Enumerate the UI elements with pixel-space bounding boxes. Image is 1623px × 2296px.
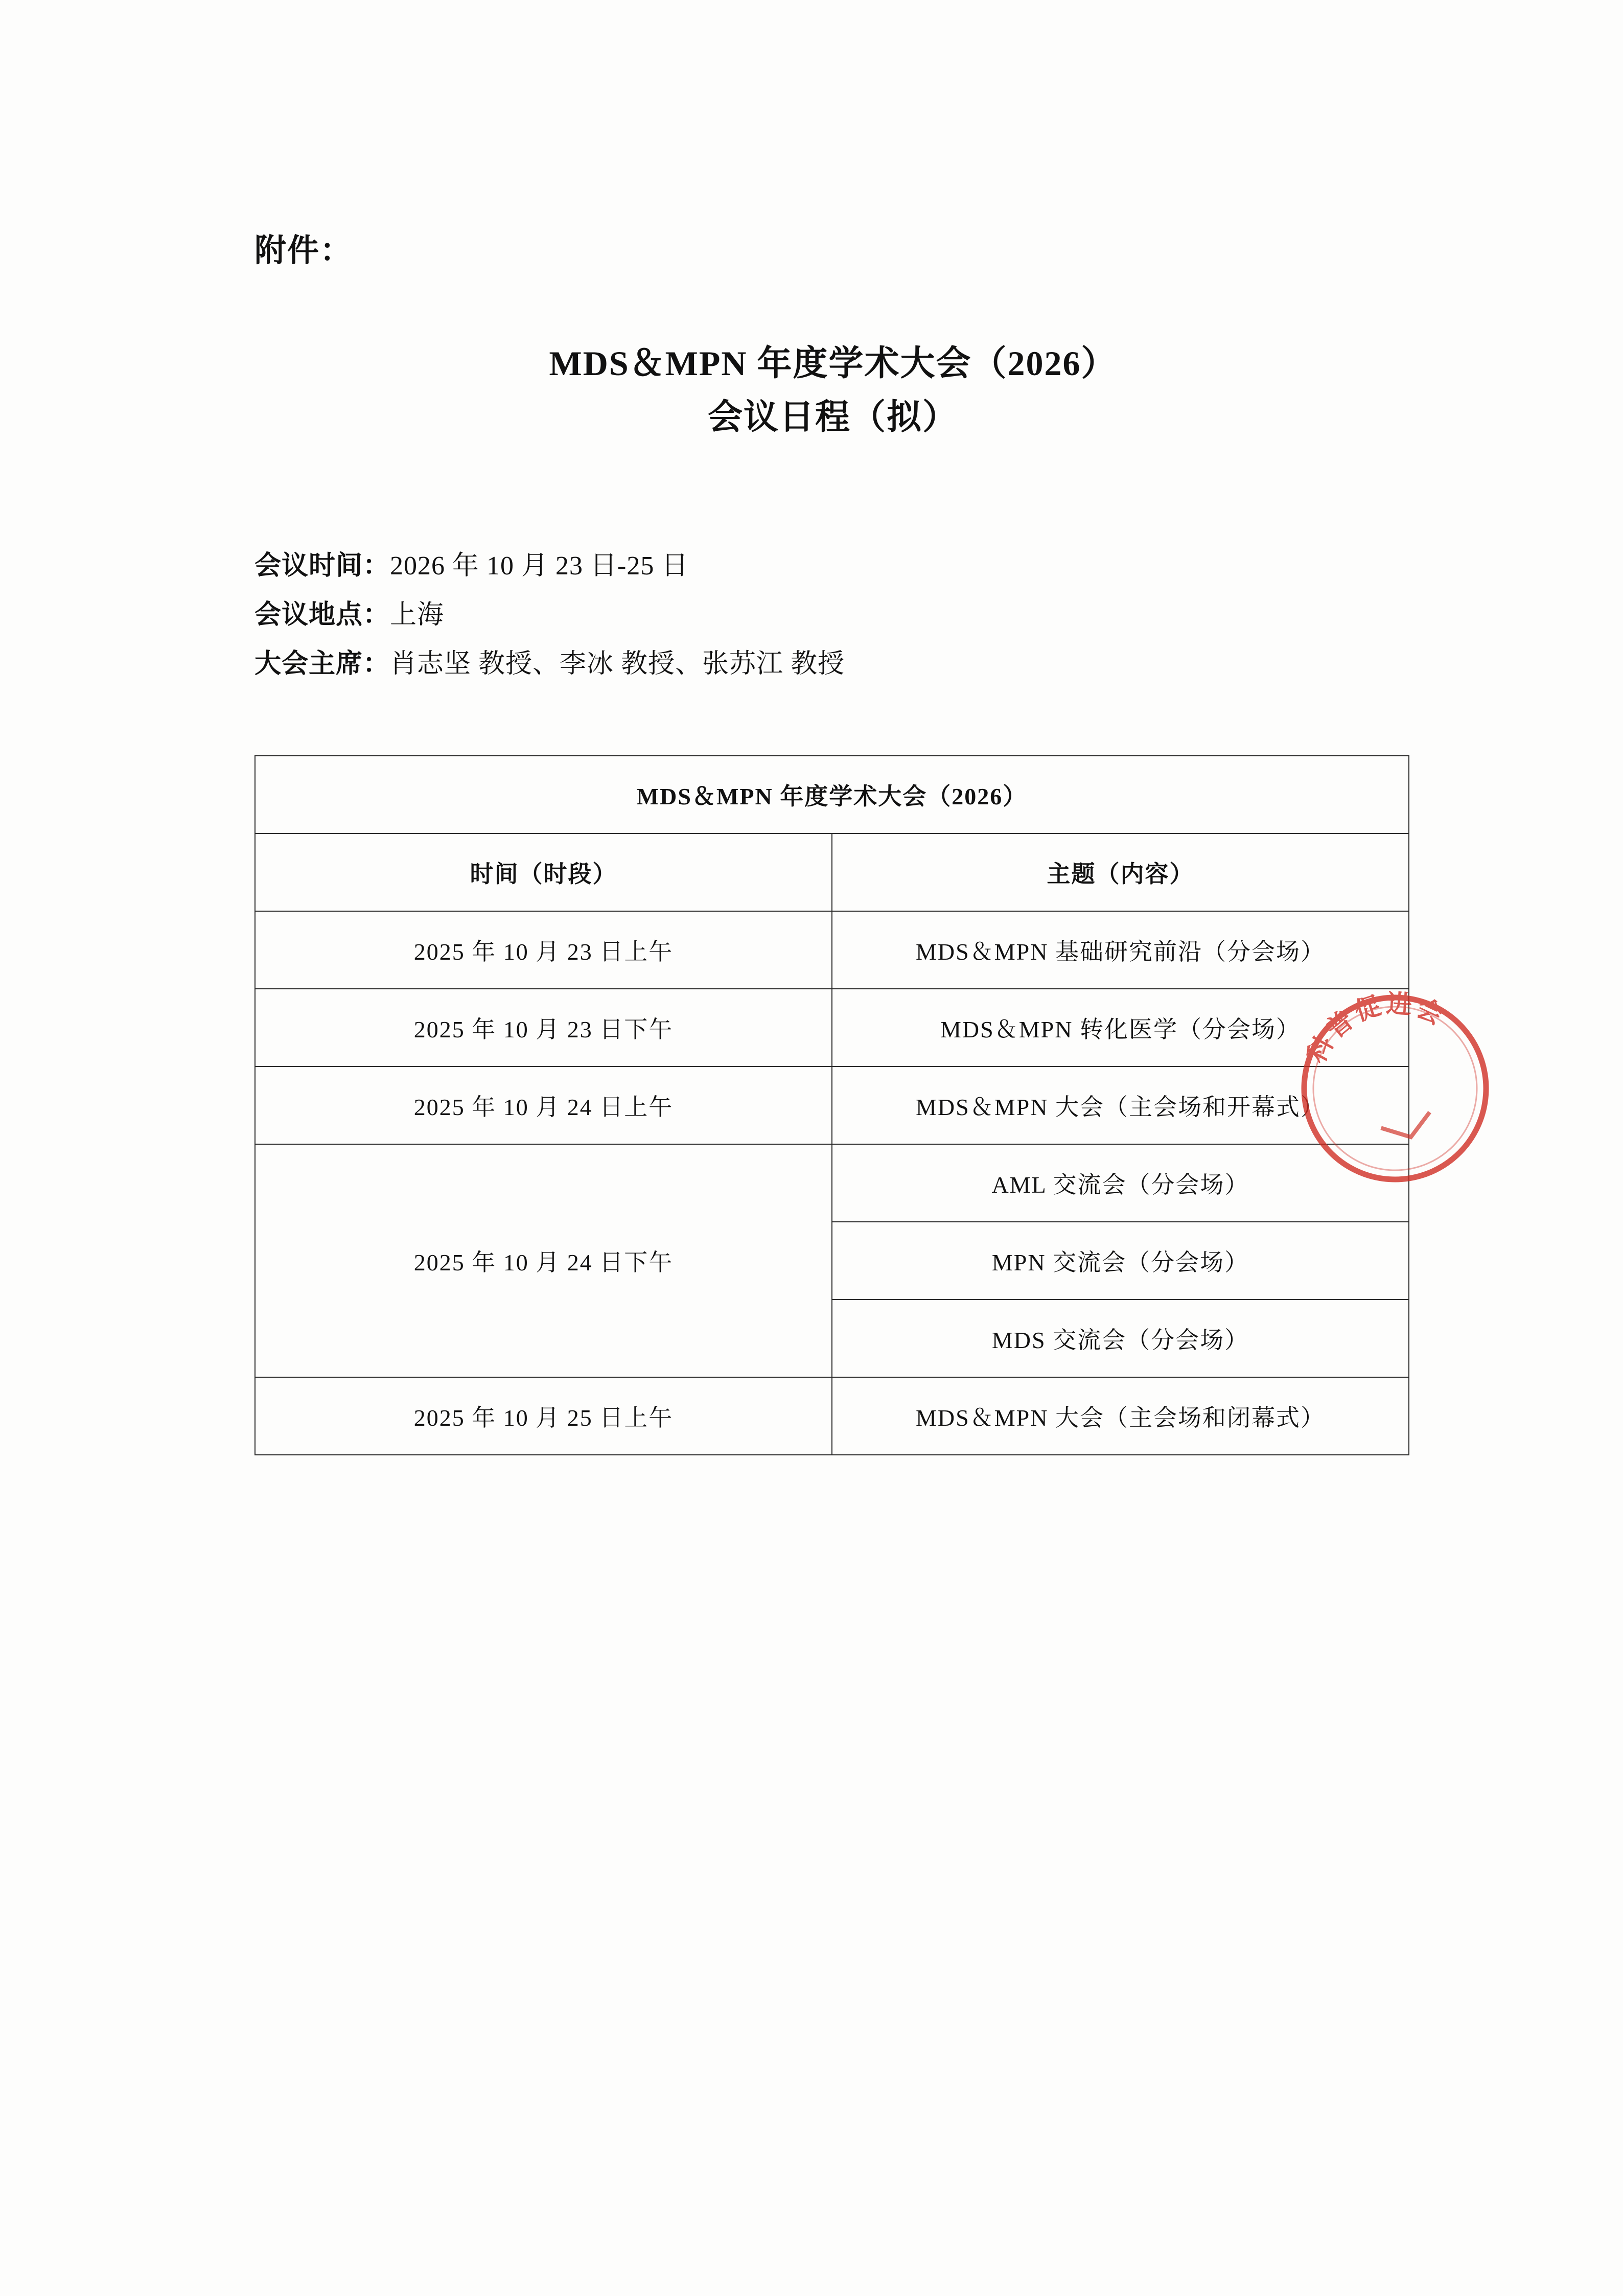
cell-time: 2025 年 10 月 25 日上午 [255, 1377, 832, 1455]
meta-value-chairs: 肖志坚 教授、李冰 教授、张苏江 教授 [390, 650, 845, 679]
column-header-time: 时间（时段） [255, 833, 832, 911]
cell-time: 2025 年 10 月 23 日下午 [255, 989, 832, 1066]
cell-time: 2025 年 10 月 24 日上午 [255, 1066, 832, 1144]
cell-topic: MDS＆MPN 大会（主会场和闭幕式） [832, 1377, 1409, 1455]
meta-row-chairs [254, 640, 1421, 689]
meta-label-location: 会议地点： [254, 600, 390, 630]
table-row [255, 1066, 1409, 1144]
meta-row-location [254, 591, 1421, 640]
seal-text: 科普促进会 [1302, 989, 1451, 1068]
meta-row-time [254, 542, 1421, 591]
cell-topic: MPN 交流会（分会场） [832, 1222, 1409, 1300]
table-row [255, 989, 1409, 1066]
title-line-1: MDS＆MPN 年度学术大会（2026） [549, 344, 1117, 383]
cell-topic: MDS 交流会（分会场） [832, 1300, 1409, 1377]
document-content [245, 225, 1421, 1455]
meta-label-chairs: 大会主席： [254, 650, 390, 679]
meta-label-time: 会议时间： [254, 551, 390, 581]
table-row [255, 1144, 1409, 1222]
table-caption: MDS＆MPN 年度学术大会（2026） [255, 756, 1409, 833]
cell-topic: MDS＆MPN 基础研究前沿（分会场） [832, 911, 1409, 989]
cell-time-merged: 2025 年 10 月 24 日下午 [255, 1144, 832, 1377]
cell-time: 2025 年 10 月 23 日上午 [255, 911, 832, 989]
cell-topic: AML 交流会（分会场） [832, 1144, 1409, 1222]
meta-value-time: 2026 年 10 月 23 日-25 日 [390, 551, 689, 581]
table-row [255, 911, 1409, 989]
table-header-row [255, 833, 1409, 911]
title-line-2: 会议日程（拟） [707, 398, 958, 437]
meta-value-location: 上海 [390, 600, 445, 630]
cell-topic: MDS＆MPN 转化医学（分会场） [832, 989, 1409, 1066]
meeting-meta [254, 542, 1421, 689]
schedule-table-wrapper [254, 755, 1409, 1455]
column-header-topic: 主题（内容） [832, 833, 1409, 911]
table-row [255, 1377, 1409, 1455]
table-caption-row [255, 756, 1409, 833]
page-title [245, 337, 1421, 445]
cell-topic: MDS＆MPN 大会（主会场和开幕式） [832, 1066, 1409, 1144]
attachment-label: 附件： [254, 234, 353, 268]
schedule-table [254, 755, 1409, 1455]
